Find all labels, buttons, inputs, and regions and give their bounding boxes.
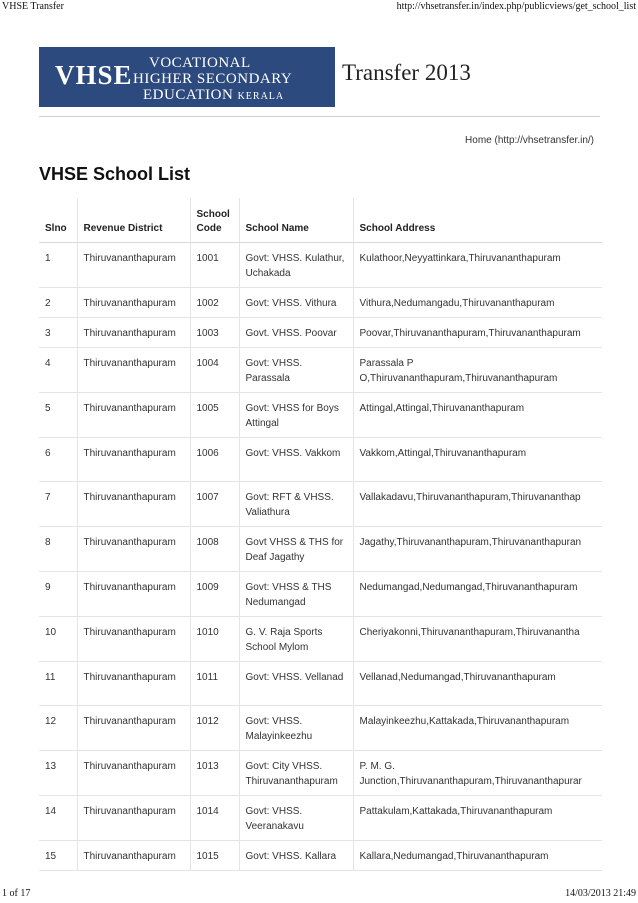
cell-code: 1015 xyxy=(190,840,239,870)
cell-district: Thiruvananthapuram xyxy=(77,705,190,750)
header-school-address: School Address xyxy=(353,198,602,242)
cell-slno: 9 xyxy=(39,571,77,616)
cell-code: 1001 xyxy=(190,242,239,287)
cell-address-line1: Parassala P xyxy=(359,357,414,369)
cell-district: Thiruvananthapuram xyxy=(77,840,190,870)
cell-code: 1009 xyxy=(190,571,239,616)
banner-brand: VHSE xyxy=(55,60,133,90)
cell-address: Cheriyakonni,Thiruvananthapuram,Thiruvanantha xyxy=(353,616,602,661)
header-school-code-line1: School xyxy=(196,208,230,220)
cell-code: 1004 xyxy=(190,347,239,392)
cell-slno: 5 xyxy=(39,392,77,437)
school-list-table-container xyxy=(39,198,602,888)
cell-slno: 13 xyxy=(39,750,77,795)
table-row xyxy=(39,840,602,870)
cell-name: Govt: RFT & VHSS. Valiathura xyxy=(239,481,353,526)
cell-address: Vallakadavu,Thiruvananthapuram,Thiruvananthap xyxy=(353,481,602,526)
print-footer xyxy=(0,888,638,902)
table-row xyxy=(39,795,602,840)
cell-name: G. V. Raja Sports School Mylom xyxy=(239,616,353,661)
table-row xyxy=(39,616,602,661)
cell-name: Govt: VHSS. Veeranakavu xyxy=(239,795,353,840)
cell-address: Attingal,Attingal,Thiruvananthapuram xyxy=(353,392,602,437)
print-header xyxy=(0,0,638,14)
table-row xyxy=(39,481,602,526)
cell-name: Govt: VHSS for Boys Attingal xyxy=(239,392,353,437)
cell-name: Govt. VHSS. Poovar xyxy=(239,317,353,347)
cell-district: Thiruvananthapuram xyxy=(77,526,190,571)
cell-district: Thiruvananthapuram xyxy=(77,661,190,705)
header-revenue-district: Revenue District xyxy=(77,198,190,242)
cell-code: 1005 xyxy=(190,392,239,437)
cell-address: Kallara,Nedumangad,Thiruvananthapuram xyxy=(353,840,602,870)
cell-address xyxy=(353,347,602,392)
cell-district: Thiruvananthapuram xyxy=(77,616,190,661)
table-row xyxy=(39,571,602,616)
cell-code: 1006 xyxy=(190,437,239,481)
cell-slno: 15 xyxy=(39,840,77,870)
table-row xyxy=(39,242,602,287)
cell-district: Thiruvananthapuram xyxy=(77,392,190,437)
cell-district: Thiruvananthapuram xyxy=(77,317,190,347)
cell-slno: 7 xyxy=(39,481,77,526)
cell-name: Govt: VHSS. Vellanad xyxy=(239,661,353,705)
table-row xyxy=(39,287,602,317)
site-title: Transfer 2013 xyxy=(342,60,471,85)
cell-address: Kulathoor,Neyyattinkara,Thiruvananthapuram xyxy=(353,242,602,287)
header-slno: Slno xyxy=(39,198,77,242)
cell-address: Nedumangad,Nedumangad,Thiruvananthapuram xyxy=(353,571,602,616)
cell-address: Vellanad,Nedumangad,Thiruvananthapuram xyxy=(353,661,602,705)
table-row xyxy=(39,526,602,571)
table-row xyxy=(39,347,602,392)
print-header-url: http://vhsetransfer.in/index.php/publicviews/get_school_list xyxy=(396,1,636,12)
cell-slno: 4 xyxy=(39,347,77,392)
cell-address xyxy=(353,750,602,795)
cell-name: Govt: VHSS. Vithura xyxy=(239,287,353,317)
cell-name: Govt: VHSS. Malayinkeezhu xyxy=(239,705,353,750)
table-row xyxy=(39,392,602,437)
table-row xyxy=(39,661,602,705)
header-school-code xyxy=(190,198,239,242)
cell-address-line2: Junction,Thiruvananthapuram,Thiruvananthapurar xyxy=(359,775,582,787)
cell-district: Thiruvananthapuram xyxy=(77,750,190,795)
cell-address-line1: P. M. G. xyxy=(359,760,395,772)
school-list-table xyxy=(39,198,602,871)
table-row xyxy=(39,437,602,481)
cell-district: Thiruvananthapuram xyxy=(77,437,190,481)
cell-district: Thiruvananthapuram xyxy=(77,287,190,317)
cell-slno: 10 xyxy=(39,616,77,661)
cell-code: 1012 xyxy=(190,705,239,750)
banner-line-1: VOCATIONAL xyxy=(149,55,251,71)
banner-line-3-text: EDUCATION xyxy=(143,87,234,103)
cell-address: Malayinkeezhu,Kattakada,Thiruvananthapuram xyxy=(353,705,602,750)
cell-code: 1011 xyxy=(190,661,239,705)
cell-address: Vithura,Nedumangadu,Thiruvananthapuram xyxy=(353,287,602,317)
cell-district: Thiruvananthapuram xyxy=(77,795,190,840)
cell-name: Govt: VHSS. Vakkom xyxy=(239,437,353,481)
cell-code: 1003 xyxy=(190,317,239,347)
banner-line-3 xyxy=(143,87,284,104)
cell-name: Govt: City VHSS. Thiruvananthapuram xyxy=(239,750,353,795)
cell-slno: 6 xyxy=(39,437,77,481)
cell-slno: 14 xyxy=(39,795,77,840)
table-header-row xyxy=(39,198,602,242)
cell-district: Thiruvananthapuram xyxy=(77,347,190,392)
cell-code: 1007 xyxy=(190,481,239,526)
cell-code: 1014 xyxy=(190,795,239,840)
cell-district: Thiruvananthapuram xyxy=(77,481,190,526)
cell-slno: 1 xyxy=(39,242,77,287)
cell-address: Vakkom,Attingal,Thiruvananthapuram xyxy=(353,437,602,481)
cell-address: Pattakulam,Kattakada,Thiruvananthapuram xyxy=(353,795,602,840)
cell-address-line2: O,Thiruvananthapuram,Thiruvananthapuram xyxy=(359,372,558,384)
header-divider xyxy=(39,116,600,117)
cell-code: 1010 xyxy=(190,616,239,661)
cell-name: Govt: VHSS. Kallara xyxy=(239,840,353,870)
print-header-title: VHSE Transfer xyxy=(2,1,64,12)
cell-code: 1008 xyxy=(190,526,239,571)
cell-slno: 8 xyxy=(39,526,77,571)
header-school-name: School Name xyxy=(239,198,353,242)
cell-name: Govt VHSS & THS for Deaf Jagathy xyxy=(239,526,353,571)
cell-code: 1013 xyxy=(190,750,239,795)
table-row xyxy=(39,317,602,347)
header-school-code-line2: Code xyxy=(196,222,222,234)
page-title: VHSE School List xyxy=(39,164,191,184)
table-row xyxy=(39,705,602,750)
cell-name: Govt: VHSS. Kulathur, Uchakada xyxy=(239,242,353,287)
cell-slno: 12 xyxy=(39,705,77,750)
cell-name: Govt: VHSS. Parassala xyxy=(239,347,353,392)
banner-line-2: HIGHER SECONDARY xyxy=(133,71,293,87)
table-row xyxy=(39,750,602,795)
print-footer-page: 1 of 17 xyxy=(2,888,31,899)
cell-address: Poovar,Thiruvananthapuram,Thiruvananthapuram xyxy=(353,317,602,347)
banner-state: KERALA xyxy=(237,91,285,102)
cell-district: Thiruvananthapuram xyxy=(77,242,190,287)
cell-address: Jagathy,Thiruvananthapuram,Thiruvananthapuran xyxy=(353,526,602,571)
print-footer-datetime: 14/03/2013 21:49 xyxy=(565,888,636,899)
vhse-logo-banner[interactable] xyxy=(39,47,335,107)
cell-code: 1002 xyxy=(190,287,239,317)
cell-slno: 11 xyxy=(39,661,77,705)
cell-district: Thiruvananthapuram xyxy=(77,571,190,616)
cell-slno: 2 xyxy=(39,287,77,317)
cell-name: Govt: VHSS & THS Nedumangad xyxy=(239,571,353,616)
cell-slno: 3 xyxy=(39,317,77,347)
home-link[interactable]: Home (http://vhsetransfer.in/) xyxy=(465,135,594,146)
